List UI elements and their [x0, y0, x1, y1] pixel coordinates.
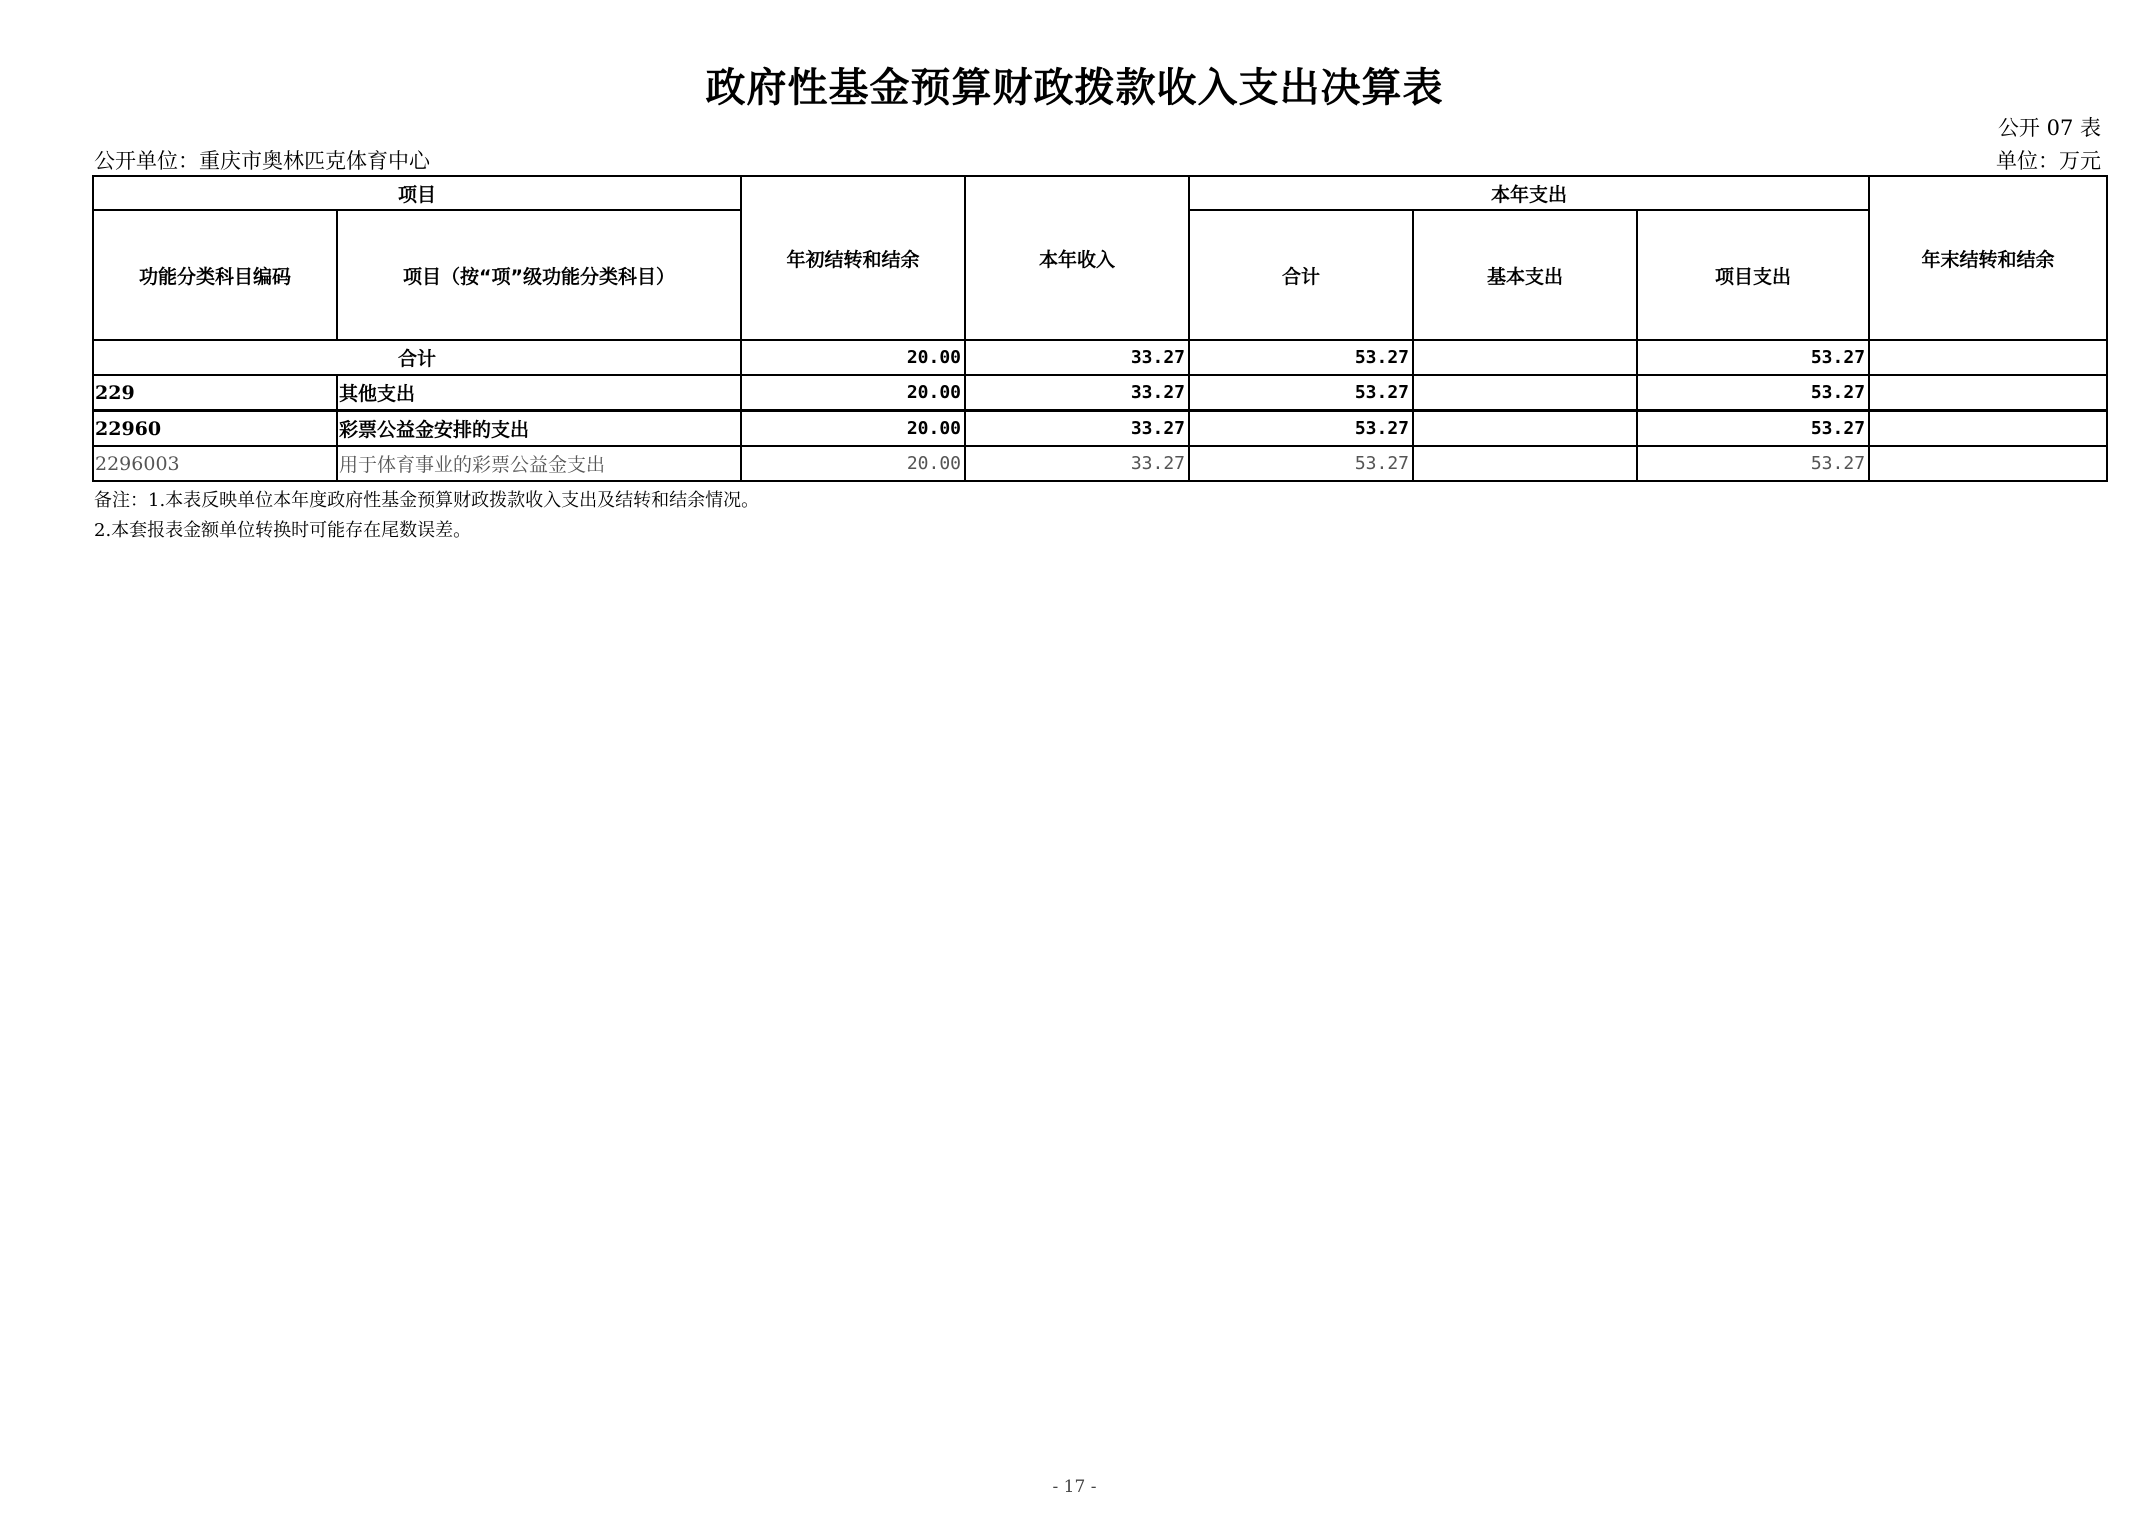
header-closing-balance: 年末结转和结余 [1869, 176, 2107, 340]
cell-opening: 20.00 [741, 375, 965, 411]
header-code: 功能分类科目编码 [93, 210, 337, 340]
header-project: 项目 [93, 176, 741, 210]
unit-label: 单位：万元 [1996, 149, 2101, 173]
cell-project: 53.27 [1637, 446, 1869, 481]
header-expense: 本年支出 [1189, 176, 1869, 210]
cell-code: 22960 [93, 411, 337, 447]
cell-closing [1869, 446, 2107, 481]
cell-project: 53.27 [1637, 411, 1869, 447]
row-name: 合计 [93, 340, 741, 375]
header-basic-expense: 基本支出 [1413, 210, 1637, 340]
cell-basic [1413, 340, 1637, 375]
cell-name: 彩票公益金安排的支出 [337, 411, 741, 447]
page-number: - 17 - [1052, 1477, 1097, 1497]
header-item: 项目（按“项”级功能分类科目） [337, 210, 741, 340]
note-line: 备注：1.本表反映单位本年度政府性基金预算财政拨款收入支出及结转和结余情况。 [94, 490, 760, 511]
organization-label: 公开单位：重庆市奥林匹克体育中心 [94, 149, 430, 173]
cell-basic [1413, 446, 1637, 481]
table-row-total [93, 340, 2107, 375]
cell-code: 2296003 [93, 446, 337, 481]
cell-closing [1869, 340, 2107, 375]
table-row [93, 375, 2107, 411]
note-line: 2.本套报表金额单位转换时可能存在尾数误差。 [94, 520, 472, 541]
cell-opening: 20.00 [741, 411, 965, 447]
cell-total: 53.27 [1189, 446, 1413, 481]
table-number: 公开 07 表 [1997, 116, 2101, 140]
cell-opening: 20.00 [741, 446, 965, 481]
cell-project: 53.27 [1637, 340, 1869, 375]
table-row [93, 411, 2107, 447]
header-income: 本年收入 [965, 176, 1189, 340]
cell-closing [1869, 375, 2107, 411]
cell-name: 其他支出 [337, 375, 741, 411]
header-total: 合计 [1189, 210, 1413, 340]
table-row [93, 446, 2107, 481]
cell-total: 53.27 [1189, 375, 1413, 411]
cell-name: 用于体育事业的彩票公益金支出 [337, 446, 741, 481]
cell-total: 53.27 [1189, 340, 1413, 375]
cell-code: 229 [93, 375, 337, 411]
header-opening-balance: 年初结转和结余 [741, 176, 965, 340]
budget-table [92, 175, 2108, 482]
cell-basic [1413, 411, 1637, 447]
header-project-expense: 项目支出 [1637, 210, 1869, 340]
cell-project: 53.27 [1637, 375, 1869, 411]
cell-income: 33.27 [965, 340, 1189, 375]
notes [94, 486, 759, 546]
cell-opening: 20.00 [741, 340, 965, 375]
cell-income: 33.27 [965, 446, 1189, 481]
cell-income: 33.27 [965, 411, 1189, 447]
page-title: 政府性基金预算财政拨款收入支出决算表 [705, 65, 1444, 111]
cell-basic [1413, 375, 1637, 411]
cell-closing [1869, 411, 2107, 447]
cell-total: 53.27 [1189, 411, 1413, 447]
cell-income: 33.27 [965, 375, 1189, 411]
